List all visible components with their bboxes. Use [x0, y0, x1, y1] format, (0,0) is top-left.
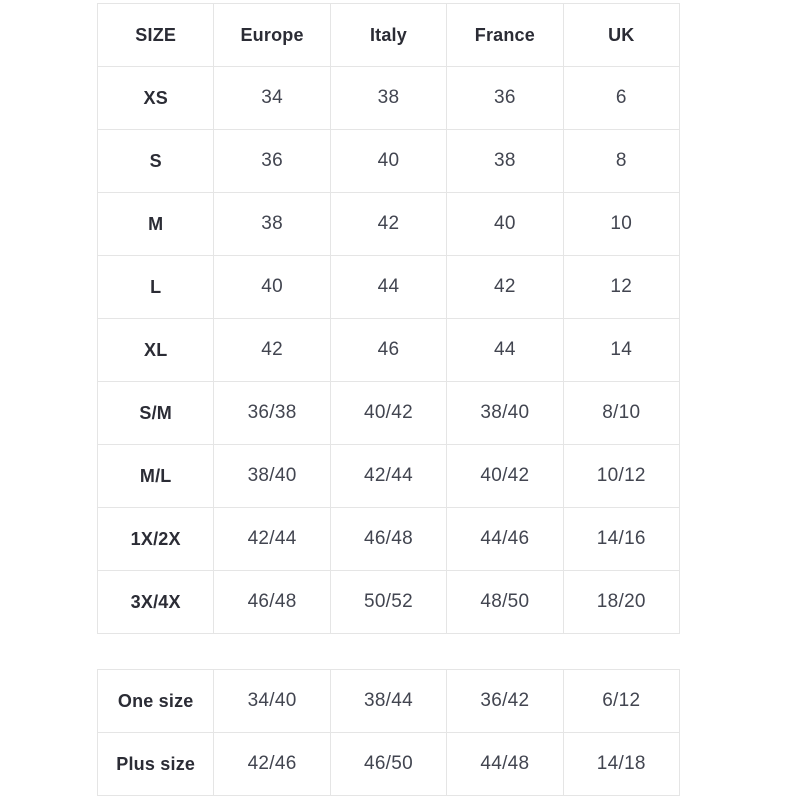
size-value-cell: 18/20: [563, 571, 679, 634]
size-value-cell: 44: [330, 256, 446, 319]
size-value-cell: 36/42: [447, 670, 563, 733]
size-value-cell: 46/50: [330, 733, 446, 796]
table-row: [98, 445, 680, 508]
size-label-cell: Plus size: [98, 733, 214, 796]
size-value-cell: 46/48: [330, 508, 446, 571]
size-label-cell: L: [98, 256, 214, 319]
size-label-cell: M/L: [98, 445, 214, 508]
size-value-cell: 42/44: [214, 508, 330, 571]
size-value-cell: 42/46: [214, 733, 330, 796]
size-value-cell: 38/40: [214, 445, 330, 508]
size-value-cell: 6: [563, 67, 679, 130]
size-value-cell: 38: [214, 193, 330, 256]
size-value-cell: 38: [447, 130, 563, 193]
column-header: Italy: [330, 4, 446, 67]
size-label-cell: M: [98, 193, 214, 256]
size-value-cell: 44/48: [447, 733, 563, 796]
header-row: [98, 4, 680, 67]
table-row: [98, 319, 680, 382]
column-header: France: [447, 4, 563, 67]
size-value-cell: 14/18: [563, 733, 679, 796]
table-row: [98, 67, 680, 130]
size-value-cell: 44/46: [447, 508, 563, 571]
table-row: [98, 193, 680, 256]
column-header: Europe: [214, 4, 330, 67]
size-value-cell: 36: [447, 67, 563, 130]
size-value-cell: 46/48: [214, 571, 330, 634]
size-rows: [98, 67, 680, 634]
size-value-cell: 10: [563, 193, 679, 256]
size-value-cell: 14/16: [563, 508, 679, 571]
size-label-cell: S/M: [98, 382, 214, 445]
size-value-cell: 38: [330, 67, 446, 130]
size-value-cell: 44: [447, 319, 563, 382]
table-row: [98, 508, 680, 571]
size-value-cell: 40/42: [330, 382, 446, 445]
column-header: UK: [563, 4, 679, 67]
size-label-cell: XS: [98, 67, 214, 130]
size-value-cell: 48/50: [447, 571, 563, 634]
table-row: [98, 670, 680, 733]
size-label-cell: 1X/2X: [98, 508, 214, 571]
size-value-cell: 40: [447, 193, 563, 256]
special-size-rows: [98, 670, 680, 796]
size-value-cell: 46: [330, 319, 446, 382]
table-row: [98, 571, 680, 634]
size-value-cell: 36/38: [214, 382, 330, 445]
size-value-cell: 40: [330, 130, 446, 193]
size-conversion-table: [97, 3, 680, 634]
size-value-cell: 6/12: [563, 670, 679, 733]
size-value-cell: 38/44: [330, 670, 446, 733]
size-value-cell: 40/42: [447, 445, 563, 508]
size-value-cell: 40: [214, 256, 330, 319]
size-value-cell: 14: [563, 319, 679, 382]
table-row: [98, 256, 680, 319]
size-value-cell: 42: [214, 319, 330, 382]
size-label-cell: S: [98, 130, 214, 193]
size-label-cell: XL: [98, 319, 214, 382]
size-value-cell: 42: [330, 193, 446, 256]
table-row: [98, 130, 680, 193]
size-value-cell: 36: [214, 130, 330, 193]
column-header: SIZE: [98, 4, 214, 67]
size-label-cell: 3X/4X: [98, 571, 214, 634]
size-value-cell: 8/10: [563, 382, 679, 445]
table-row: [98, 733, 680, 796]
size-value-cell: 12: [563, 256, 679, 319]
table-row: [98, 382, 680, 445]
size-value-cell: 50/52: [330, 571, 446, 634]
size-label-cell: One size: [98, 670, 214, 733]
special-sizes-table: [97, 669, 680, 796]
size-value-cell: 42/44: [330, 445, 446, 508]
size-value-cell: 34/40: [214, 670, 330, 733]
size-value-cell: 38/40: [447, 382, 563, 445]
size-value-cell: 34: [214, 67, 330, 130]
size-value-cell: 10/12: [563, 445, 679, 508]
size-value-cell: 8: [563, 130, 679, 193]
size-value-cell: 42: [447, 256, 563, 319]
